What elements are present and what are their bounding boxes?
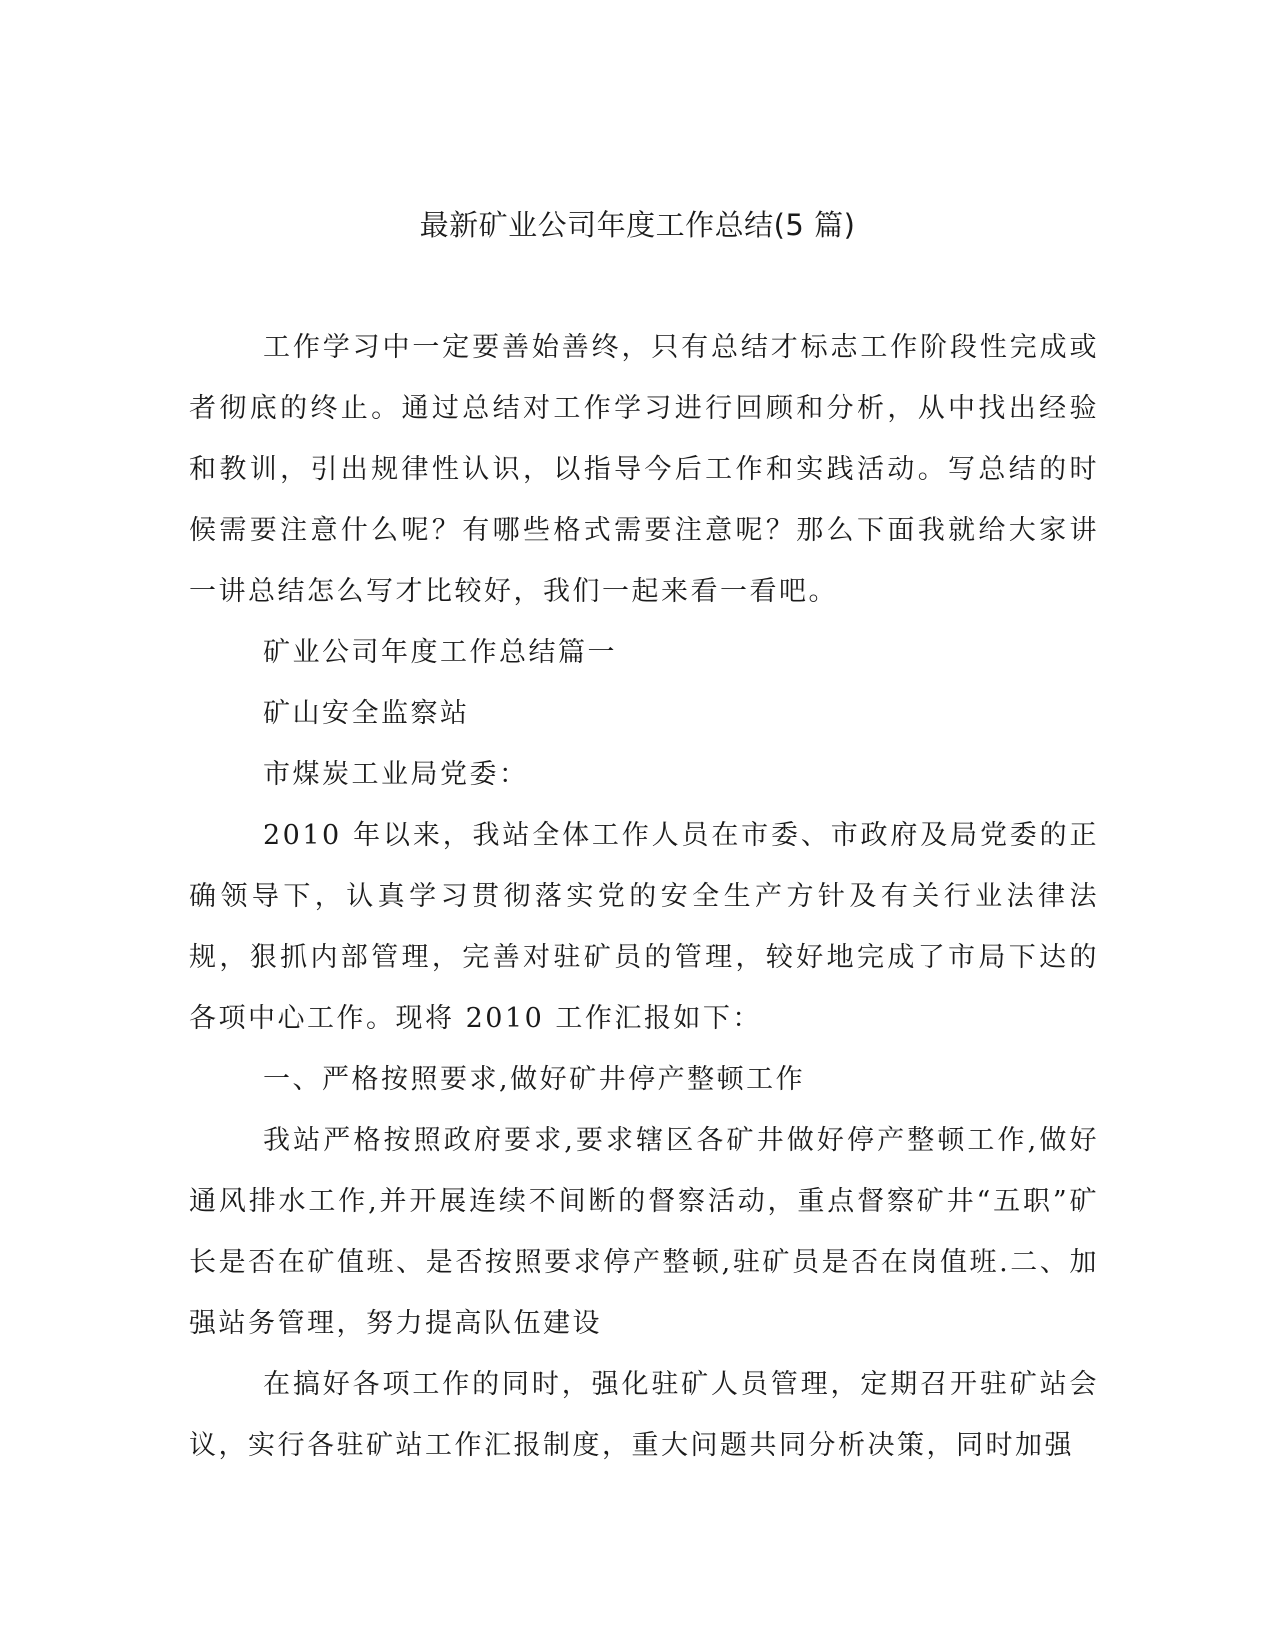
intro-paragraph: 工作学习中一定要善始善终，只有总结才标志工作阶段性完成或者彻底的终止。通过总结对工作学习进行回顾和分析，从中找出经验和教训，引出规律性认识，以指导今后工作和实践活动。写总结的时候需要注意什么呢？有哪些格式需要注意呢？那么下面我就给大家讲一讲总结怎么写才比较好，我们一起来看一看吧。 xyxy=(189,332,1099,607)
document-title: 最新矿业公司年度工作总结(5 篇) xyxy=(419,208,856,242)
recipient-line: 市煤炭工业局党委： xyxy=(263,759,529,790)
body-paragraph: 在搞好各项工作的同时，强化驻矿人员管理，定期召开驻矿站会议，实行各驻矿站工作汇报制度，重大问题共同分析决策，同时加强 xyxy=(189,1369,1099,1461)
body-paragraph: 我站严格按照政府要求,要求辖区各矿井做好停产整顿工作,做好通风排水工作,并开展连续不间断的督察活动，重点督察矿井“五职”矿长是否在矿值班、是否按照要求停产整顿,驻矿员是否在岗值班.二、加强站务管理，努力提高队伍建设 xyxy=(189,1125,1099,1339)
subheading: 一、严格按照要求,做好矿井停产整顿工作 xyxy=(263,1064,806,1095)
section-heading: 矿业公司年度工作总结篇一 xyxy=(263,637,617,668)
body-paragraph: 2010 年以来，我站全体工作人员在市委、市政府及局党委的正确领导下，认真学习贯彻落实党的安全生产方针及有关行业法律法规，狠抓内部管理，完善对驻矿员的管理，较好地完成了市局下达的各项中心工作。现将 2010 工作汇报如下： xyxy=(189,820,1099,1034)
document-body xyxy=(189,317,1099,1476)
sender-line: 矿山安全监察站 xyxy=(263,698,470,729)
